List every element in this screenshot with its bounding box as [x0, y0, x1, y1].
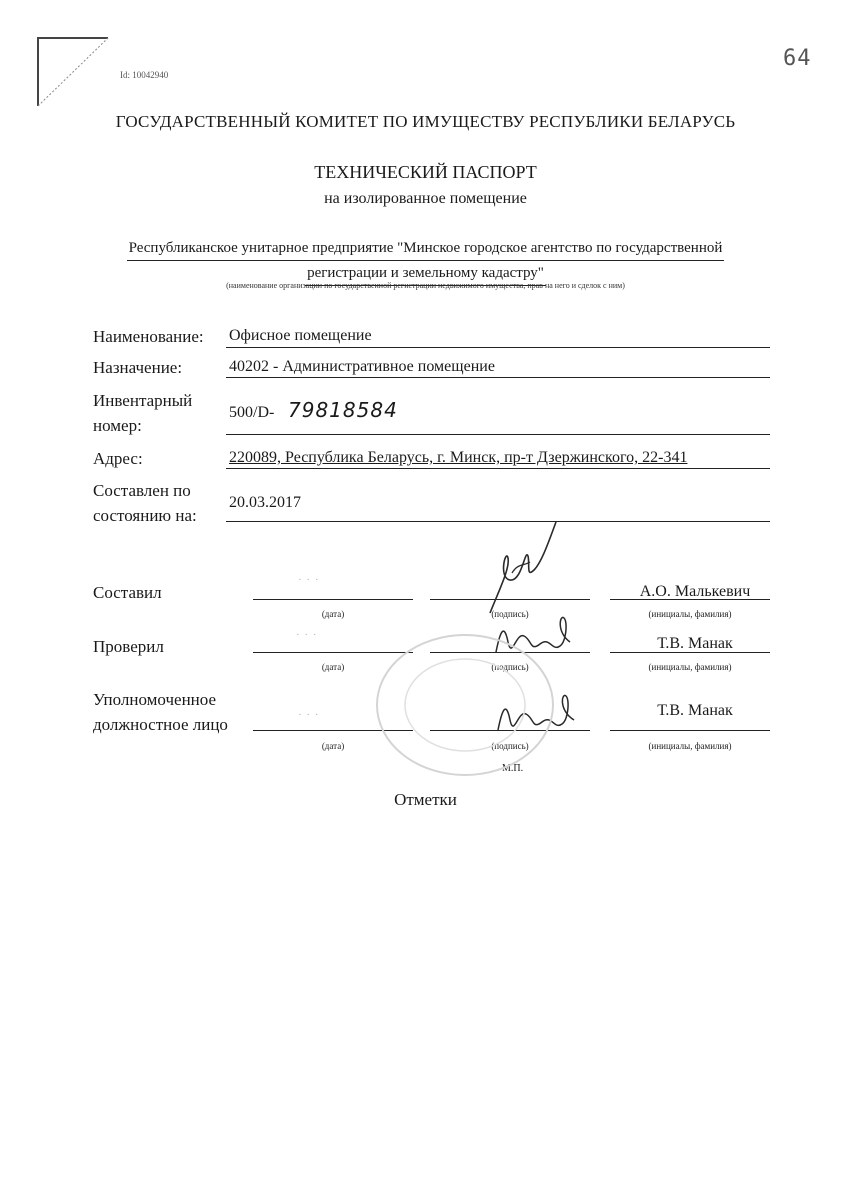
compiled-date-caption: (дата): [321, 609, 345, 619]
checked-name-line: [610, 652, 770, 653]
compiled-name-line: [610, 599, 770, 600]
page-number: 64: [783, 46, 812, 71]
agency-caption: (наименование организации по государственной регистрации недвижимого имущества, прав на него и сделок с ним): [226, 281, 625, 290]
official-signature-caption: (подпись): [491, 741, 529, 751]
official-date-faint: · · ·: [298, 709, 320, 721]
agency-name: [0, 236, 851, 286]
checked-date-faint: · · ·: [296, 629, 318, 641]
official-name-line: [610, 730, 770, 731]
corner-fold-mark: [36, 36, 110, 108]
compiled-date-faint: · · ·: [298, 574, 320, 586]
date-label-line-2: состоянию на:: [93, 506, 197, 525]
stamp-place-label: М.П.: [502, 763, 524, 774]
compiled-label: Составил: [93, 583, 162, 602]
compiled-signature-image: [470, 518, 560, 618]
purpose-label: Назначение:: [93, 358, 183, 377]
inventory-label-line-1: Инвентарный: [93, 391, 193, 410]
compiled-name: А.О. Малькевич: [639, 583, 751, 600]
checked-date-caption: (дата): [321, 662, 345, 672]
committee-heading: ГОСУДАРСТВЕННЫЙ КОМИТЕТ ПО ИМУЩЕСТВУ РЕСПУБЛИКИ БЕЛАРУСЬ: [115, 112, 736, 131]
inventory-label-line-2: номер:: [93, 416, 142, 435]
official-date-caption: (дата): [321, 741, 345, 751]
name-underline: [226, 347, 770, 348]
compiled-initials-caption: (инициалы, фамилия): [648, 609, 732, 619]
address-value: 220089, Республика Беларусь, г. Минск, пр-т Дзержинского, 22-341: [229, 449, 688, 466]
address-underline: [226, 468, 770, 469]
date-value: 20.03.2017: [229, 494, 301, 511]
seal-impression: [370, 630, 560, 780]
compiled-date-line: [253, 599, 413, 600]
remarks-heading: Отметки: [394, 790, 457, 809]
document-title: ТЕХНИЧЕСКИЙ ПАСПОРТ: [314, 162, 537, 182]
compiled-signature-caption: (подпись): [491, 609, 529, 619]
official-initials-caption: (инициалы, фамилия): [648, 741, 732, 751]
document-subtitle: на изолированное помещение: [324, 190, 527, 207]
purpose-value: 40202 - Административное помещение: [229, 358, 495, 375]
official-label-line-1: Уполномоченное: [93, 690, 217, 709]
date-label-line-1: Составлен по: [93, 481, 191, 500]
document-id: Id: 10042940: [120, 70, 169, 80]
official-label-line-2: должностное лицо: [93, 715, 228, 734]
inventory-label: [93, 388, 192, 438]
checked-label: Проверил: [93, 637, 164, 656]
checked-name: Т.В. Манак: [657, 635, 733, 652]
date-label: [93, 478, 197, 528]
agency-name-line-2: регистрации и земельному кадастру": [305, 261, 546, 286]
name-label: Наименование:: [93, 327, 204, 346]
purpose-underline: [226, 377, 770, 378]
agency-name-line-1: Республиканское унитарное предприятие "Минское городское агентство по государственной: [127, 236, 725, 261]
inventory-underline: [226, 434, 770, 435]
inventory-prefix: 500/D-: [229, 404, 275, 421]
checked-initials-caption: (инициалы, фамилия): [648, 662, 732, 672]
official-label: [93, 687, 228, 737]
inventory-handwritten-number: 79818584: [288, 398, 398, 422]
name-value: Офисное помещение: [229, 327, 372, 344]
checked-signature-caption: (подпись): [491, 662, 529, 672]
address-label: Адрес:: [93, 449, 143, 468]
official-name: Т.В. Манак: [657, 702, 733, 719]
